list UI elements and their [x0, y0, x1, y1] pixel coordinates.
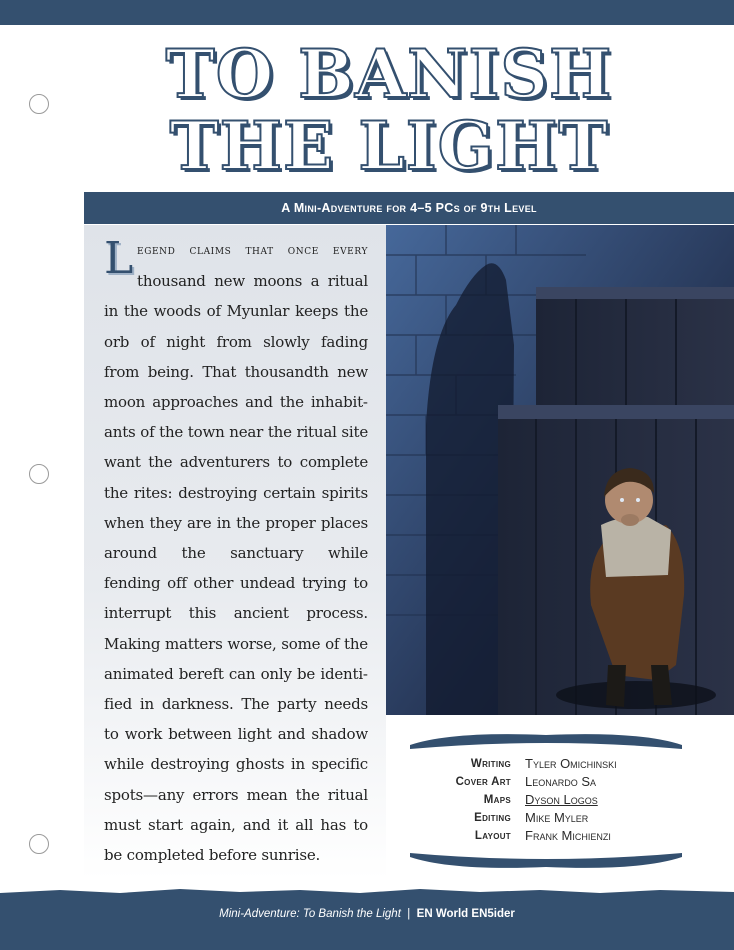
title-line-1: TO BANISH — [165, 35, 613, 113]
credit-name-link[interactable]: Dyson Logos — [525, 792, 598, 807]
footer-publication: EN World EN5ider — [416, 908, 515, 920]
credit-name: Leonardo Sa — [525, 774, 597, 789]
intro-text — [104, 234, 368, 870]
footer-title: Mini-Adventure: To Banish the Light — [219, 908, 401, 920]
intro-lead: egend claims that once every — [137, 243, 368, 258]
credit-role: Maps — [483, 794, 511, 806]
credit-row — [410, 755, 682, 773]
credits-bottom-ornament — [410, 851, 682, 869]
footer-text — [0, 908, 734, 920]
cover-illustration — [386, 225, 734, 715]
binder-hole-bottom — [29, 834, 49, 854]
credit-row — [410, 791, 682, 809]
page-title — [84, 35, 694, 185]
footer-border-edge — [0, 887, 734, 899]
credit-role: Layout — [474, 830, 511, 842]
credit-row — [410, 827, 682, 845]
credit-role: Writing — [470, 758, 511, 770]
intro-body: thousand new moons a ritual in the woods of Myunlar keeps the orb of night from slowly fading from being. That thousandth new moon approaches and the inhabitants of the town near the ritual site want the adventurers to complete the rites: destroying certain spirits when they are in the proper places around the sanctuary while fending off other undead trying to interrupt this ancient process. Making matters worse, some of the animated bereft can only be identified in darkness. The party needs to work between light and shadow while destroying ghosts in specific spots—any errors mean the ritual must start again, and it all has to be completed before sunrise. — [104, 272, 368, 865]
credit-name: Mike Myler — [525, 810, 589, 825]
credit-name: Frank Michienzi — [525, 828, 611, 843]
credit-name: Tyler Omichinski — [525, 756, 617, 771]
binder-hole-middle — [29, 464, 49, 484]
title-line-2: THE LIGHT — [169, 107, 609, 185]
footer-bar — [0, 893, 734, 950]
binder-hole-top — [29, 94, 49, 114]
credit-row — [410, 809, 682, 827]
top-border — [0, 0, 734, 25]
credit-role: Cover Art — [455, 776, 511, 788]
footer-separator: | — [407, 908, 411, 920]
credits-top-ornament — [410, 733, 682, 751]
subtitle-banner: A Mini-Adventure for 4–5 PCs of 9th Level — [84, 192, 734, 224]
top-border-edge — [0, 14, 734, 30]
credit-row — [410, 773, 682, 791]
credit-role: Editing — [474, 812, 511, 824]
drop-cap: L — [104, 233, 134, 284]
credits-block — [410, 733, 682, 873]
